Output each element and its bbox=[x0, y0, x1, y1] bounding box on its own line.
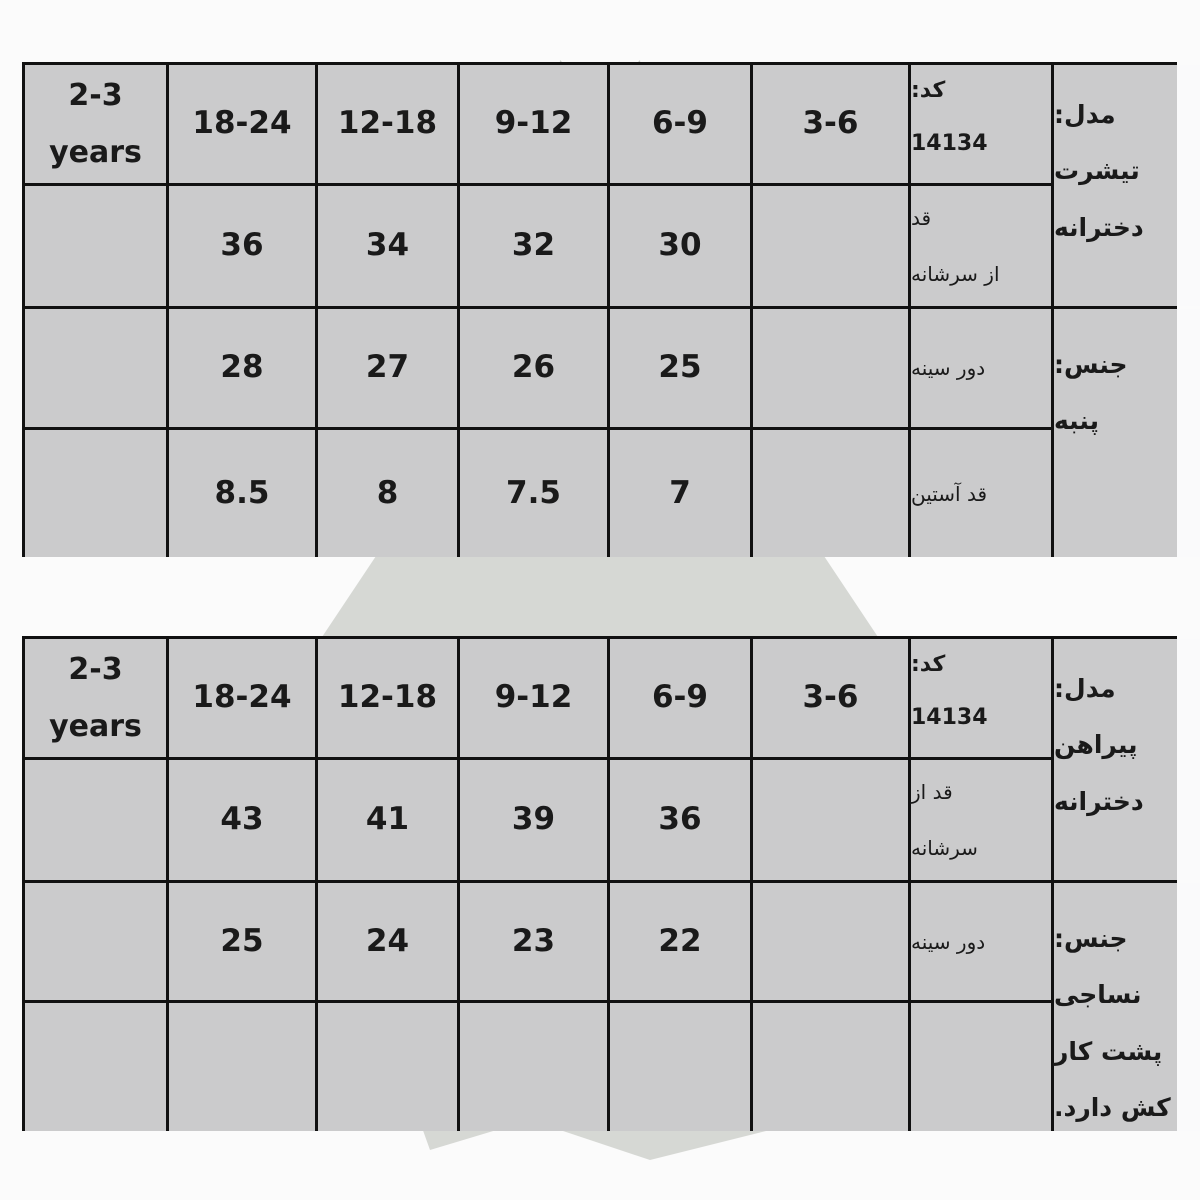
measurement-value: 7 bbox=[669, 474, 691, 511]
model-line: پیراهن bbox=[1054, 730, 1138, 760]
measurement-value: 24 bbox=[365, 922, 410, 959]
size-header bbox=[610, 65, 750, 183]
measurement-value: 43 bbox=[220, 801, 264, 838]
size-header-text: 3-6 bbox=[802, 105, 859, 142]
measurement-value: 25 bbox=[220, 922, 264, 959]
measurement-label-line: قد از bbox=[911, 780, 953, 804]
measurement-cell bbox=[610, 760, 750, 880]
measurement-cell bbox=[753, 760, 908, 880]
measurement-cell bbox=[753, 883, 908, 1000]
measurement-value: 8 bbox=[376, 474, 399, 511]
measurement-value: 36 bbox=[658, 801, 702, 838]
measurement-cell bbox=[169, 186, 315, 306]
measurement-cell bbox=[318, 760, 457, 880]
size-table-dress bbox=[22, 636, 1177, 1131]
size-header bbox=[25, 65, 166, 183]
size-header bbox=[610, 639, 750, 757]
measurement-cell bbox=[460, 430, 607, 557]
model-info bbox=[1054, 639, 1200, 880]
size-header-text: 9-12 bbox=[494, 679, 573, 716]
measurement-value: 28 bbox=[220, 349, 264, 386]
measurement-cell bbox=[460, 1003, 607, 1131]
measurement-cell bbox=[753, 186, 908, 306]
size-header-text: 18-24 bbox=[192, 105, 292, 142]
measurement-cell bbox=[318, 309, 457, 427]
measurement-label bbox=[911, 186, 1051, 306]
measurement-cell bbox=[169, 760, 315, 880]
measurement-value: 7.5 bbox=[506, 474, 561, 511]
size-header-text: 2-3 bbox=[68, 652, 123, 687]
product-code bbox=[911, 65, 1051, 183]
measurement-cell bbox=[318, 1003, 457, 1131]
measurement-label-line: دور سینه bbox=[911, 929, 986, 954]
measurement-cell bbox=[753, 309, 908, 427]
measurement-label-line: سرشانه bbox=[911, 836, 978, 860]
measurement-cell bbox=[25, 883, 166, 1000]
size-header bbox=[169, 639, 315, 757]
measurement-cell bbox=[460, 760, 607, 880]
material-line: نساجی bbox=[1054, 980, 1142, 1010]
code-value: 14134 bbox=[911, 704, 988, 730]
measurement-cell bbox=[169, 430, 315, 557]
measurement-label bbox=[911, 883, 1051, 1000]
size-header-text: 9-12 bbox=[494, 105, 573, 142]
code-value: 14134 bbox=[911, 130, 988, 156]
model-line: مدل: bbox=[1054, 674, 1116, 703]
size-header bbox=[753, 65, 908, 183]
measurement-value: 27 bbox=[365, 349, 410, 386]
size-header-text: 6-9 bbox=[651, 105, 708, 142]
material-line: جنس: bbox=[1054, 350, 1128, 379]
model-line: مدل: bbox=[1054, 100, 1116, 129]
measurement-label bbox=[911, 760, 1051, 880]
model-line: دخترانه bbox=[1054, 212, 1144, 242]
size-header-text: 12-18 bbox=[337, 105, 438, 142]
measurement-value: 36 bbox=[220, 227, 264, 264]
measurement-cell bbox=[169, 309, 315, 427]
measurement-cell bbox=[318, 430, 457, 557]
measurement-cell bbox=[610, 309, 750, 427]
size-header-text: 6-9 bbox=[651, 679, 708, 716]
measurement-cell bbox=[460, 186, 607, 306]
measurement-cell bbox=[610, 883, 750, 1000]
measurement-value: 8.5 bbox=[214, 474, 270, 511]
measurement-cell bbox=[610, 1003, 750, 1131]
material-line: کش دارد. bbox=[1054, 1092, 1171, 1122]
measurement-cell bbox=[318, 186, 457, 306]
measurement-value: 23 bbox=[511, 922, 556, 959]
size-header-text: years bbox=[49, 709, 142, 744]
measurement-cell bbox=[753, 430, 908, 557]
size-header bbox=[460, 639, 607, 757]
size-header bbox=[169, 65, 315, 183]
measurement-cell bbox=[25, 309, 166, 427]
measurement-cell bbox=[25, 186, 166, 306]
measurement-cell bbox=[610, 430, 750, 557]
measurement-cell bbox=[460, 309, 607, 427]
measurement-label bbox=[911, 309, 1051, 427]
size-header-text: years bbox=[49, 135, 142, 170]
measurement-cell bbox=[25, 760, 166, 880]
measurement-label-line: دور سینه bbox=[911, 356, 986, 380]
measurement-value: 25 bbox=[658, 349, 702, 386]
measurement-label-line: قد bbox=[911, 206, 932, 230]
measurement-value: 22 bbox=[658, 922, 702, 959]
size-header-text: 12-18 bbox=[337, 679, 438, 716]
measurement-cell bbox=[25, 430, 166, 557]
size-table-tshirt bbox=[22, 62, 1177, 557]
material-line: پنبه bbox=[1054, 406, 1099, 436]
measurement-cell bbox=[610, 186, 750, 306]
size-header bbox=[318, 65, 457, 183]
measurement-value: 26 bbox=[511, 349, 556, 386]
material-line: جنس: bbox=[1054, 924, 1128, 953]
size-header-text: 2-3 bbox=[68, 78, 123, 113]
measurement-cell bbox=[169, 1003, 315, 1131]
material-info bbox=[1054, 883, 1200, 1131]
measurement-value: 30 bbox=[658, 227, 702, 264]
measurement-cell bbox=[753, 1003, 908, 1131]
measurement-value: 39 bbox=[511, 801, 556, 838]
material-info bbox=[1054, 309, 1200, 557]
measurement-value: 34 bbox=[365, 227, 410, 264]
code-label: کد: bbox=[911, 78, 946, 103]
measurement-label bbox=[911, 430, 1051, 557]
measurement-value: 32 bbox=[511, 227, 556, 264]
size-header-text: 18-24 bbox=[192, 679, 292, 716]
measurement-label-line: از سرشانه bbox=[911, 262, 1000, 286]
size-header-text: 3-6 bbox=[802, 679, 859, 716]
material-line: پشت کار bbox=[1054, 1036, 1163, 1066]
measurement-label bbox=[911, 1003, 1051, 1131]
model-line: دخترانه bbox=[1054, 786, 1144, 816]
measurement-cell bbox=[25, 1003, 166, 1131]
product-code bbox=[911, 639, 1051, 757]
size-header bbox=[318, 639, 457, 757]
size-header bbox=[753, 639, 908, 757]
measurement-cell bbox=[169, 883, 315, 1000]
measurement-value: 41 bbox=[365, 801, 410, 838]
size-header bbox=[25, 639, 166, 757]
code-label: کد: bbox=[911, 652, 946, 677]
size-header bbox=[460, 65, 607, 183]
measurement-cell bbox=[318, 883, 457, 1000]
model-line: تیشرت bbox=[1054, 156, 1140, 186]
model-info bbox=[1054, 65, 1200, 306]
measurement-cell bbox=[460, 883, 607, 1000]
measurement-label-line: قد آستین bbox=[911, 481, 988, 506]
